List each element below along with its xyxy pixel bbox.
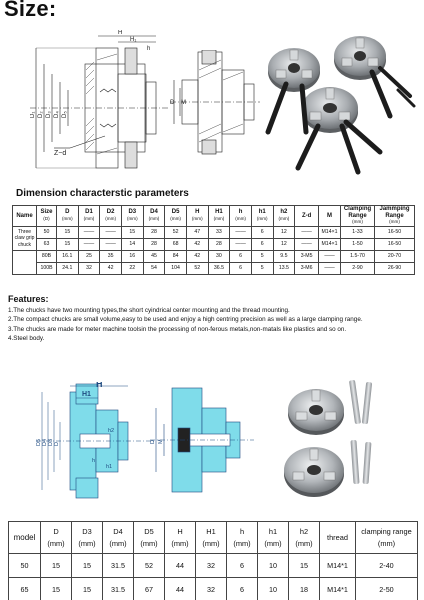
- table-cell: 44: [165, 554, 196, 578]
- table-cell: ——: [295, 238, 319, 250]
- feature-item: 4.Steel body.: [8, 334, 45, 342]
- table-cell: 6: [251, 238, 273, 250]
- table-cell: 24.1: [57, 262, 79, 274]
- table-cell: 52: [134, 554, 165, 578]
- table-cell: 16.1: [57, 250, 79, 262]
- model-table: [8, 521, 418, 600]
- table-cell: 54: [143, 262, 165, 274]
- label-M: M: [181, 100, 186, 106]
- table-row: [13, 226, 415, 238]
- table-cell: 84: [165, 250, 187, 262]
- table-cell: 80B: [37, 250, 57, 262]
- table-cell: 50: [37, 226, 57, 238]
- label-D: D: [54, 442, 60, 446]
- table-cell: 100B: [37, 262, 57, 274]
- table-cell: M14×1: [319, 238, 341, 250]
- header-cell: D5 (mm): [134, 522, 165, 554]
- table-cell: 6: [251, 226, 273, 238]
- feature-item: 2.The compact chucks are small volume,easy to be used and enjoy a high centring precision as well as a large clamping range.: [8, 316, 363, 324]
- features-list: [8, 306, 418, 343]
- header-cell: D1 (mm): [78, 206, 100, 227]
- table-cell: ——: [100, 226, 122, 238]
- header-cell: clamping range (mm): [356, 522, 418, 554]
- header-cell: H (mm): [186, 206, 208, 227]
- table-cell: ——: [230, 226, 252, 238]
- chuck-photo-with-keys: [262, 32, 422, 182]
- label-h1: h1: [106, 464, 113, 470]
- table-cell: 35: [100, 250, 122, 262]
- table-cell: 10: [258, 554, 289, 578]
- label-D5: D5: [36, 438, 42, 446]
- label-H: H: [118, 30, 123, 36]
- table-cell: 5: [251, 262, 273, 274]
- table-row: [9, 554, 418, 578]
- table-cell: 42: [186, 238, 208, 250]
- label-D5: D₅: [62, 111, 68, 118]
- label-H1: H1: [82, 391, 91, 398]
- table-cell: 42: [100, 262, 122, 274]
- table-cell: ——: [295, 226, 319, 238]
- table-cell: 30: [208, 250, 230, 262]
- table-cell: 3-M6: [295, 262, 319, 274]
- table-cell: 16: [121, 250, 143, 262]
- table-cell: 12: [273, 226, 295, 238]
- header-cell: h1 (mm): [251, 206, 273, 227]
- table-cell: 14: [121, 238, 143, 250]
- table-cell: 63: [37, 238, 57, 250]
- header-cell: Jammping Range (mm): [375, 206, 415, 227]
- label-h2: h2: [108, 428, 115, 434]
- table-cell: 32: [196, 554, 227, 578]
- table-row: [13, 238, 415, 250]
- header-cell: Size (D): [37, 206, 57, 227]
- table-cell: 20-70: [375, 250, 415, 262]
- header-cell: h2 (mm): [289, 522, 320, 554]
- table-cell: 13.5: [273, 262, 295, 274]
- section1-title: Dimension characterstic parameters: [16, 188, 189, 199]
- table-cell: 9.5: [273, 250, 295, 262]
- label-D2: D₂: [38, 111, 44, 118]
- table-row: [13, 262, 415, 274]
- chuck-photo-with-pins: [268, 376, 418, 508]
- table-cell: 31.5: [103, 554, 134, 578]
- table-cell: 26-90: [375, 262, 415, 274]
- table-cell: 33: [208, 226, 230, 238]
- label-D3: D₃: [46, 111, 52, 118]
- table-cell: 67: [134, 578, 165, 600]
- header-cell: h2 (mm): [273, 206, 295, 227]
- cyan-chuck-drawing-right: [150, 384, 254, 496]
- table-cell: 12: [273, 238, 295, 250]
- table-cell: 50: [9, 554, 41, 578]
- label-H1: H₁: [130, 37, 137, 43]
- feature-item: 3.The chucks are made for meter machine toolsin the processing of non-ferous metals,non-matals like plastics and so on.: [8, 325, 347, 333]
- table-cell: ——: [78, 238, 100, 250]
- table-cell: 6: [230, 262, 252, 274]
- header-cell: Name: [13, 206, 37, 227]
- label-H: H: [96, 382, 103, 389]
- label-h: h: [147, 46, 151, 52]
- label-D4: D4: [42, 438, 48, 446]
- cyan-chuck-drawing-left: [36, 382, 154, 500]
- table-cell: 44: [165, 578, 196, 600]
- table-cell: 3-M5: [295, 250, 319, 262]
- header-cell: Z-d: [295, 206, 319, 227]
- label-h: h: [92, 458, 96, 464]
- table-cell: 31.5: [103, 578, 134, 600]
- header-cell: D (mm): [41, 522, 72, 554]
- header-cell: H1 (mm): [196, 522, 227, 554]
- table-cell: 15: [57, 226, 79, 238]
- table-cell: 22: [121, 262, 143, 274]
- table-cell: ——: [100, 238, 122, 250]
- table-cell: 10: [258, 578, 289, 600]
- table-cell: 32: [78, 262, 100, 274]
- table-cell: 1-50: [341, 238, 375, 250]
- features-title: Features:: [8, 294, 49, 304]
- table-cell: ——: [78, 226, 100, 238]
- table-cell: 36.5: [208, 262, 230, 274]
- header-cell: H (mm): [165, 522, 196, 554]
- table-cell: 25: [78, 250, 100, 262]
- table-cell: 15: [121, 226, 143, 238]
- table-cell: 65: [9, 578, 41, 600]
- header-cell: H1 (mm): [208, 206, 230, 227]
- table-cell: ——: [319, 262, 341, 274]
- table-cell: 15: [41, 554, 72, 578]
- name-cell: Three claw grip chuck: [13, 226, 37, 250]
- label-D4: D₄: [54, 111, 60, 118]
- header-cell: D3 (mm): [121, 206, 143, 227]
- table-cell: ——: [319, 250, 341, 262]
- table-cell: 15: [72, 578, 103, 600]
- header-cell: model: [9, 522, 41, 554]
- table-cell: 28: [143, 238, 165, 250]
- chuck-mount-drawing: [170, 50, 260, 162]
- header-cell: h1 (mm): [258, 522, 289, 554]
- table-cell: 6: [227, 554, 258, 578]
- table-cell: 52: [165, 226, 187, 238]
- chuck-section-drawing: [30, 30, 170, 182]
- table-cell: 18: [289, 578, 320, 600]
- table-cell: 42: [186, 250, 208, 262]
- table-cell: 15: [57, 238, 79, 250]
- table-cell: M14*1: [320, 554, 356, 578]
- header-cell: D4 (mm): [103, 522, 134, 554]
- table-cell: 1-33: [341, 226, 375, 238]
- label-D: D: [170, 100, 175, 106]
- header-cell: M: [319, 206, 341, 227]
- table-cell: 5: [251, 250, 273, 262]
- table-cell: 15: [72, 554, 103, 578]
- table-cell: 2-90: [341, 262, 375, 274]
- feature-item: 1.The chucks have two mounting types,the short cyindrical center mounting and the thread mounting.: [8, 307, 290, 314]
- label-M: M: [158, 439, 164, 444]
- table-cell: 28: [208, 238, 230, 250]
- table-cell: 68: [165, 238, 187, 250]
- table-cell: 15: [41, 578, 72, 600]
- header-cell: Clamping Range (mm): [341, 206, 375, 227]
- table-row: [13, 250, 415, 262]
- label-D: D: [150, 440, 156, 444]
- table-header-row: [9, 522, 418, 554]
- header-cell: D4 (mm): [143, 206, 165, 227]
- table-cell: 16-50: [375, 238, 415, 250]
- table-cell: 15: [289, 554, 320, 578]
- table-cell: 47: [186, 226, 208, 238]
- table-header-row: [13, 206, 415, 227]
- table-cell: 32: [196, 578, 227, 600]
- table-cell: ——: [230, 238, 252, 250]
- header-cell: h (mm): [227, 522, 258, 554]
- name-cell-empty: [13, 250, 37, 274]
- header-cell: h (mm): [230, 206, 252, 227]
- table-cell: 6: [230, 250, 252, 262]
- table-cell: M14*1: [320, 578, 356, 600]
- header-cell: D5 (mm): [165, 206, 187, 227]
- header-cell: D3 (mm): [72, 522, 103, 554]
- table-cell: 2-40: [356, 554, 418, 578]
- label-D3: D3: [48, 438, 54, 446]
- table-cell: 52: [186, 262, 208, 274]
- label-D1: D₁: [30, 111, 36, 118]
- table-cell: 28: [143, 226, 165, 238]
- table-cell: 2-50: [356, 578, 418, 600]
- page-title: Size:: [4, 0, 57, 21]
- table-cell: 104: [165, 262, 187, 274]
- header-cell: thread: [320, 522, 356, 554]
- header-cell: D2 (mm): [100, 206, 122, 227]
- table-cell: 16-50: [375, 226, 415, 238]
- dimension-table: [12, 205, 415, 275]
- header-cell: D (mm): [57, 206, 79, 227]
- label-Zd: Z−d: [54, 150, 67, 157]
- table-cell: M14×1: [319, 226, 341, 238]
- table-row: [9, 578, 418, 600]
- table-cell: 1.5-70: [341, 250, 375, 262]
- table-cell: 45: [143, 250, 165, 262]
- table-cell: 6: [227, 578, 258, 600]
